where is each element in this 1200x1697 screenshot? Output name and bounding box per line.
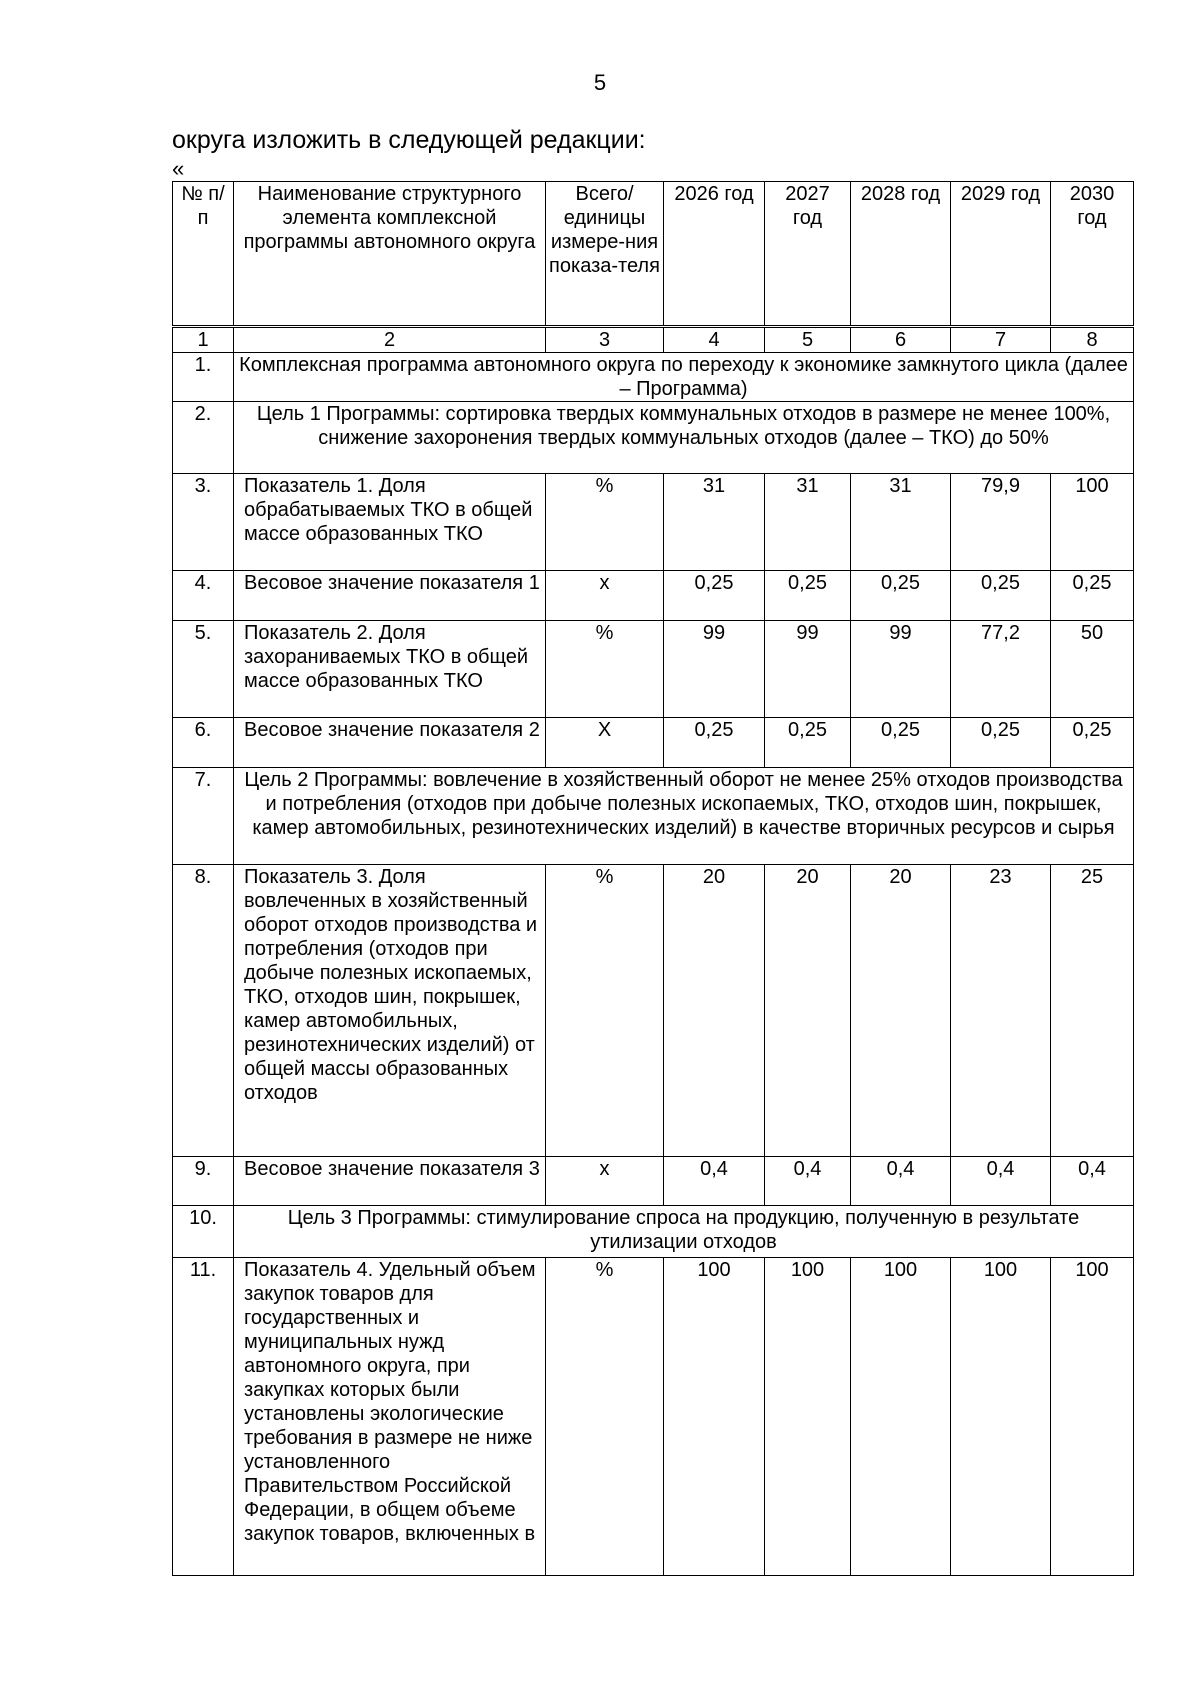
indicator-unit: % xyxy=(546,474,664,571)
row-number: 2. xyxy=(173,402,234,474)
table-row xyxy=(173,353,1134,402)
row-number: 8. xyxy=(173,865,234,1157)
indicator-value: 23 xyxy=(951,865,1051,1157)
column-number-row xyxy=(173,327,1134,353)
indicator-value: 100 xyxy=(664,1258,765,1576)
row-number: 3. xyxy=(173,474,234,571)
table-row xyxy=(173,768,1134,865)
indicator-value: 0,25 xyxy=(664,571,765,621)
indicator-value: 0,4 xyxy=(851,1157,951,1206)
header-cell: Всего/ единицы измере-ния показа-теля xyxy=(546,182,664,327)
indicator-value: 0,4 xyxy=(765,1157,851,1206)
header-cell: 2028 год xyxy=(851,182,951,327)
header-cell: 2026 год xyxy=(664,182,765,327)
indicator-name: Показатель 3. Доля вовлеченных в хозяйственный оборот отходов производства и потребления (отходов при добыче полезных ископаемых, ТКО, отходов шин, покрышек, камер автомобильных, резинотехнических изделий) от общей массы образованных отходов xyxy=(234,865,546,1157)
indicator-name: Показатель 4. Удельный объем закупок товаров для государственных и муниципальных нужд автономного округа, при закупках которых были установлены экологические требования в размере не ниже установленного Правительством Российской Федерации, в общем объеме закупок товаров, включенных в xyxy=(234,1258,546,1576)
column-number: 4 xyxy=(664,327,765,353)
row-number: 11. xyxy=(173,1258,234,1576)
table-row xyxy=(173,1258,1134,1576)
column-number: 5 xyxy=(765,327,851,353)
indicator-value: 31 xyxy=(765,474,851,571)
indicator-value: 20 xyxy=(851,865,951,1157)
table-row xyxy=(173,1206,1134,1258)
row-number: 10. xyxy=(173,1206,234,1258)
section-title: Комплексная программа автономного округа по переходу к экономике замкнутого цикла (далее – Программа) xyxy=(234,353,1134,402)
column-number: 8 xyxy=(1051,327,1134,353)
indicator-value: 79,9 xyxy=(951,474,1051,571)
header-row xyxy=(173,182,1134,327)
indicator-value: 31 xyxy=(851,474,951,571)
indicator-value: 100 xyxy=(951,1258,1051,1576)
table-row xyxy=(173,865,1134,1157)
indicator-value: 0,25 xyxy=(765,571,851,621)
row-number: 4. xyxy=(173,571,234,621)
indicator-value: 0,25 xyxy=(951,718,1051,768)
indicator-unit: х xyxy=(546,1157,664,1206)
open-quote: « xyxy=(172,156,185,181)
indicator-value: 0,25 xyxy=(951,571,1051,621)
indicator-name: Весовое значение показателя 2 xyxy=(234,718,546,768)
indicator-value: 0,4 xyxy=(664,1157,765,1206)
indicator-unit: % xyxy=(546,621,664,718)
indicator-name: Показатель 2. Доля захораниваемых ТКО в общей массе образованных ТКО xyxy=(234,621,546,718)
table-row xyxy=(173,402,1134,474)
goal-text: Цель 1 Программы: сортировка твердых коммунальных отходов в размере не менее 100%, снижение захоронения твердых коммунальных отходов (далее – ТКО) до 50% xyxy=(234,402,1134,474)
row-number: 6. xyxy=(173,718,234,768)
indicator-value: 100 xyxy=(765,1258,851,1576)
indicator-value: 0,25 xyxy=(1051,718,1134,768)
indicator-name: Показатель 1. Доля обрабатываемых ТКО в общей массе образованных ТКО xyxy=(234,474,546,571)
indicator-value: 77,2 xyxy=(951,621,1051,718)
indicator-unit: % xyxy=(546,865,664,1157)
indicator-value: 20 xyxy=(765,865,851,1157)
indicator-name: Весовое значение показателя 3 xyxy=(234,1157,546,1206)
column-number: 7 xyxy=(951,327,1051,353)
indicator-value: 0,25 xyxy=(1051,571,1134,621)
indicator-value: 0,25 xyxy=(664,718,765,768)
column-number: 2 xyxy=(234,327,546,353)
header-cell: № п/п xyxy=(173,182,234,327)
column-number: 1 xyxy=(173,327,234,353)
indicator-value: 0,4 xyxy=(951,1157,1051,1206)
indicator-value: 0,4 xyxy=(1051,1157,1134,1206)
indicator-value: 25 xyxy=(1051,865,1134,1157)
indicator-name: Весовое значение показателя 1 xyxy=(234,571,546,621)
column-number: 3 xyxy=(546,327,664,353)
indicator-value: 0,25 xyxy=(851,718,951,768)
row-number: 5. xyxy=(173,621,234,718)
header-cell: 2027 год xyxy=(765,182,851,327)
header-cell: Наименование структурного элемента комплексной программы автономного округа xyxy=(234,182,546,327)
table-row xyxy=(173,621,1134,718)
row-number: 7. xyxy=(173,768,234,865)
header-cell: 2030 год xyxy=(1051,182,1134,327)
page-number: 5 xyxy=(593,70,607,95)
indicator-value: 50 xyxy=(1051,621,1134,718)
indicator-value: 100 xyxy=(1051,1258,1134,1576)
indicator-value: 100 xyxy=(851,1258,951,1576)
indicator-value: 31 xyxy=(664,474,765,571)
intro-text: округа изложить в следующей редакции: xyxy=(172,126,646,154)
indicator-value: 0,25 xyxy=(765,718,851,768)
indicator-value: 100 xyxy=(1051,474,1134,571)
indicator-unit: х xyxy=(546,571,664,621)
indicator-value: 20 xyxy=(664,865,765,1157)
goal-text: Цель 2 Программы: вовлечение в хозяйственный оборот не менее 25% отходов производства и потребления (отходов при добыче полезных ископаемых, ТКО, отходов шин, покрышек, камер автомобильных, резинотехнических изделий) в качестве вторичных ресурсов и сырья xyxy=(234,768,1134,865)
indicator-value: 99 xyxy=(664,621,765,718)
indicator-unit: % xyxy=(546,1258,664,1576)
table-row xyxy=(173,718,1134,768)
header-cell: 2029 год xyxy=(951,182,1051,327)
indicators-table xyxy=(172,181,1134,1576)
indicator-value: 0,25 xyxy=(851,571,951,621)
goal-text: Цель 3 Программы: стимулирование спроса на продукцию, полученную в результате утилизации отходов xyxy=(234,1206,1134,1258)
table-row xyxy=(173,571,1134,621)
row-number: 1. xyxy=(173,353,234,402)
column-number: 6 xyxy=(851,327,951,353)
row-number: 9. xyxy=(173,1157,234,1206)
indicator-value: 99 xyxy=(851,621,951,718)
indicator-unit: Х xyxy=(546,718,664,768)
indicator-value: 99 xyxy=(765,621,851,718)
table-row xyxy=(173,474,1134,571)
table-row xyxy=(173,1157,1134,1206)
